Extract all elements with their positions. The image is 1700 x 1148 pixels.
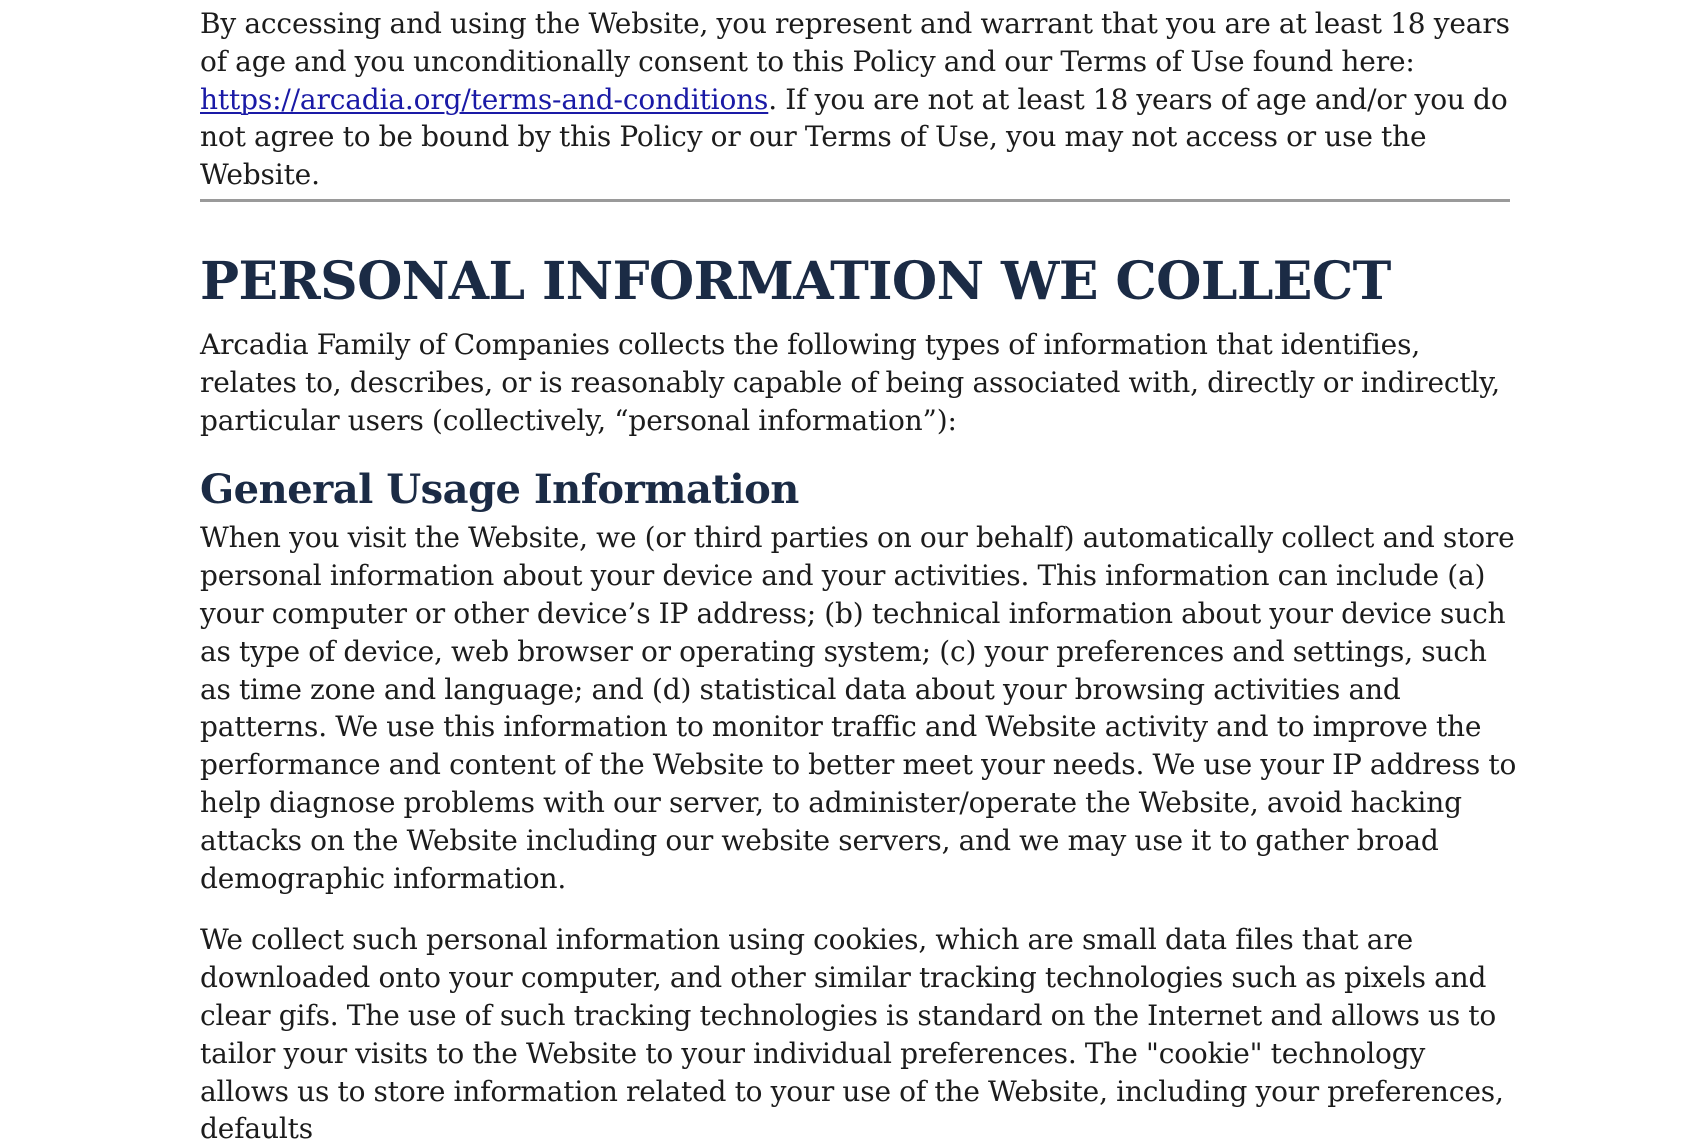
cookies-paragraph: We collect such personal information using cookies, which are small data files that are downloaded onto your computer, and other similar tracking technologies such as pixels and clear gifs. The use of such tracking technologies is standard on the Internet and allows us to tailor your visits to the Website to your individual preferences. The "cookie" technology allows us to store information related to your use of the Website, including your preferences, defaults <box>200 923 1504 1146</box>
terms-of-use-link[interactable]: https://arcadia.org/terms-and-conditions <box>200 82 769 116</box>
intro-text-after-link: . If you are not at least 18 years of age and/or you do not agree to be bound by this Policy or our Terms of Use, you may not access or use the Website. <box>200 82 1508 192</box>
section-intro-paragraph: Arcadia Family of Companies collects the following types of information that identifies, relates to, describes, or is reasonably capable of being associated with, directly or indirectly, particular users (collectively, “personal information”): <box>200 327 1501 437</box>
paragraph-spacer <box>200 897 1518 921</box>
intro-text-before-link: By accessing and using the Website, you represent and warrant that you are at least 18 years of age and you unconditionally consent to this Policy and our Terms of Use found here: <box>200 7 1510 78</box>
intro-paragraph <box>200 0 1518 194</box>
section-heading: PERSONAL INFORMATION WE COLLECT <box>200 250 1391 312</box>
usage-info-paragraph: When you visit the Website, we (or third parties on our behalf) automatically collect and store personal information about your device and your activities. This information can include (a) your computer or other device’s IP address; (b) technical information about your device such as type of device, web browser or operating system; (c) your preferences and settings, such as time zone and language; and (d) statistical data about your browsing activities and patterns. We use this information to monitor traffic and Website activity and to improve the performance and content of the Website to better meet your needs. We use your IP address to help diagnose problems with our server, to administer/operate the Website, avoid hacking attacks on the Website including our website servers, and we may use it to gather broad demographic information. <box>200 521 1517 895</box>
section-divider <box>200 199 1510 202</box>
document-page <box>200 0 1518 1148</box>
subsection-heading: General Usage Information <box>200 466 799 514</box>
